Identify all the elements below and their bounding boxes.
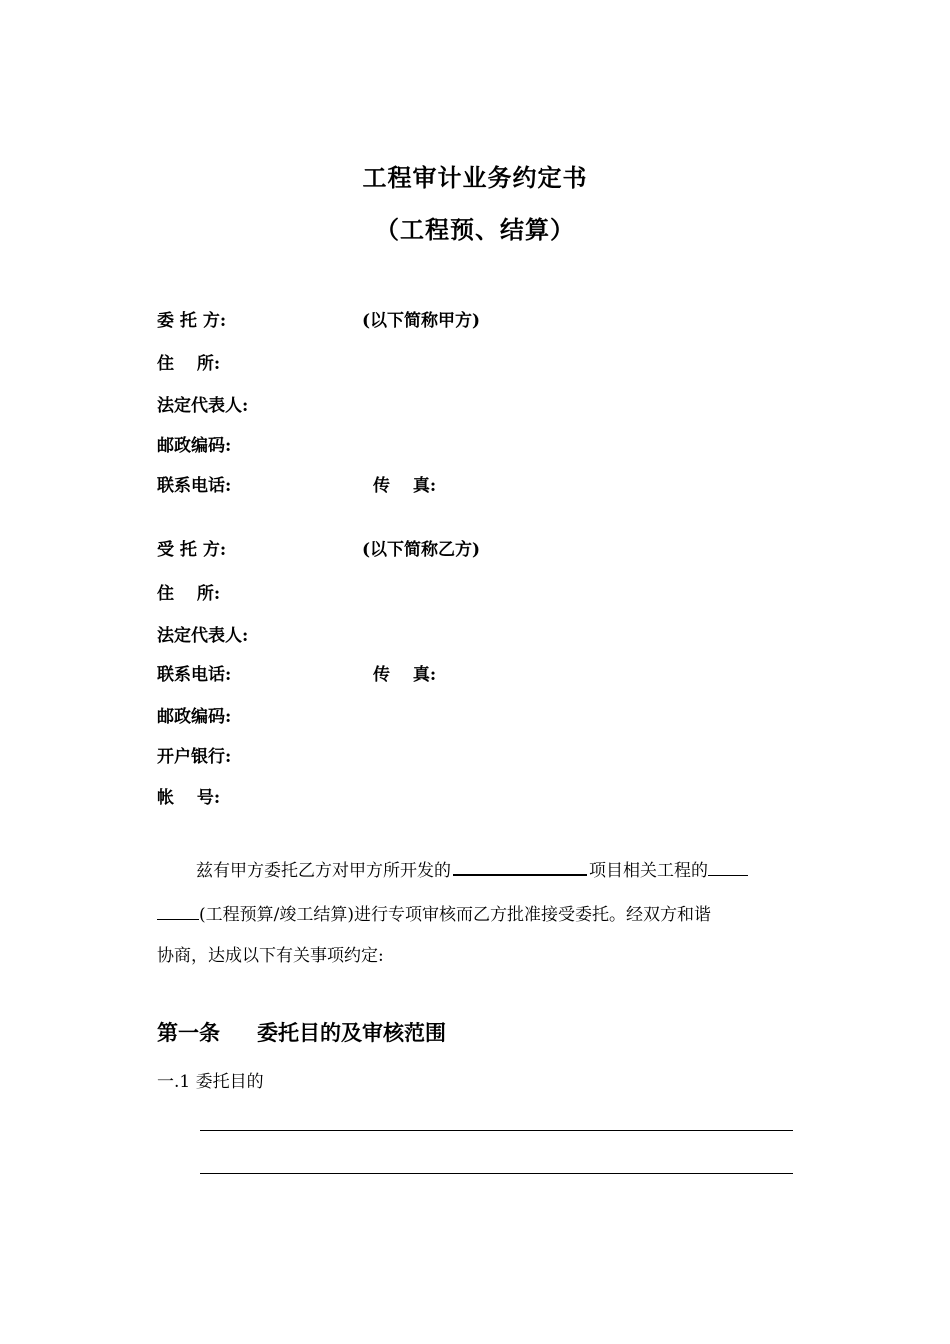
contractor-account-label: 帐 号:: [157, 788, 221, 808]
intro-line-2-text: (工程预算/竣工结算)进行专项审核而乙方批准接受委托。经双方和谐: [199, 905, 711, 925]
client-name-note: (以下简称甲方): [362, 311, 481, 331]
section-1-1-label: 一.1 委托目的: [157, 1072, 264, 1092]
contractor-address-label: 住 所:: [157, 584, 221, 604]
client-address-label: 住 所:: [157, 354, 221, 374]
client-fax-label: 传 真:: [373, 476, 437, 496]
contractor-name-label: 受 托 方:: [157, 540, 227, 560]
fill-in-line[interactable]: [200, 1173, 793, 1174]
contractor-legal-rep-label: 法定代表人:: [157, 626, 249, 646]
article-1-number: 第一条: [157, 1020, 220, 1045]
project-name-blank[interactable]: [453, 856, 587, 876]
contractor-name-note: (以下简称乙方): [362, 540, 481, 560]
project-scope-blank-cont[interactable]: [157, 901, 199, 920]
client-phone-label: 联系电话:: [157, 476, 232, 496]
contractor-bank-label: 开户银行:: [157, 747, 232, 767]
intro-line-1-b: 项目相关工程的: [589, 861, 708, 881]
contractor-postal-label: 邮政编码:: [157, 707, 232, 727]
intro-line-3: 协商，达成以下有关事项约定:: [157, 946, 384, 966]
client-postal-label: 邮政编码:: [157, 436, 232, 456]
intro-line-1: [196, 856, 748, 881]
article-1-title: 委托目的及审核范围: [257, 1020, 446, 1045]
document-subtitle: （工程预、结算）: [375, 215, 575, 244]
document-title: 工程审计业务约定书: [362, 163, 588, 192]
project-scope-blank[interactable]: [708, 857, 748, 876]
contractor-fax-label: 传 真:: [373, 665, 437, 685]
client-name-label: 委 托 方:: [157, 311, 227, 331]
client-legal-rep-label: 法定代表人:: [157, 396, 249, 416]
contractor-phone-label: 联系电话:: [157, 665, 232, 685]
intro-line-2: [157, 900, 711, 925]
fill-in-line[interactable]: [200, 1130, 793, 1131]
intro-line-1-a: 兹有甲方委托乙方对甲方所开发的: [196, 861, 451, 881]
article-1-heading: [157, 1017, 446, 1047]
